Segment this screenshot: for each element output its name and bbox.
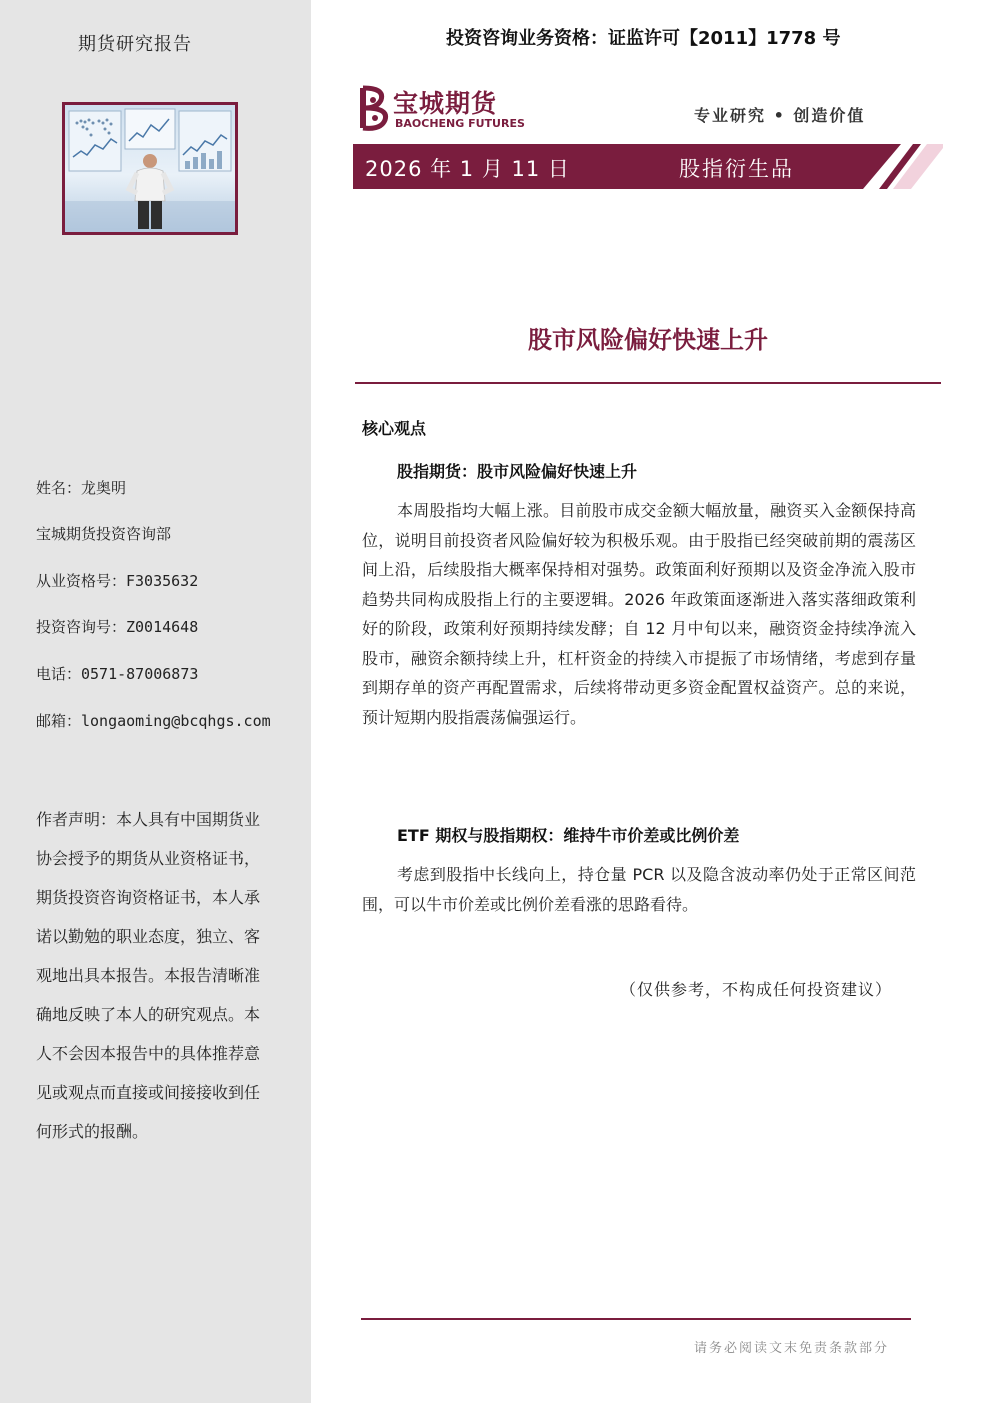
hero-illustration bbox=[62, 102, 238, 235]
report-title: 股市风险偏好快速上升 bbox=[528, 326, 768, 354]
title-divider bbox=[355, 382, 941, 384]
author-name: 姓名：龙奥明 bbox=[36, 479, 127, 497]
core-view-heading: 核心观点 bbox=[362, 419, 427, 438]
company-logo bbox=[355, 84, 525, 132]
email: 邮箱：longaoming@bcqhgs.com bbox=[36, 712, 271, 730]
license-line: 投资咨询业务资格：证监许可【2011】1778 号 bbox=[446, 28, 841, 49]
phone: 电话：0571-87006873 bbox=[36, 665, 199, 683]
author-declaration: 作者声明：本人具有中国期货业协会授予的期货从业资格证书，期货投资咨询资格证书，本人承诺以勤勉的职业态度，独立、客观地出具本报告。本报告清晰准确地反映了本人的研究观点。本人不会因本报告中的具体推荐意见或观点而直接或间接接收到任何形式的报酬。 bbox=[36, 810, 261, 1141]
report-date: 2026 年 1 月 11 日 bbox=[365, 157, 570, 181]
date-category-banner bbox=[353, 144, 943, 189]
section-body-index-futures: 本周股指均大幅上涨。目前股市成交金额大幅放量，融资买入金额保持高位，说明目前投资者风险偏好较为积极乐观。由于股指已经突破前期的震荡区间上沿，后续股指大概率保持相对强势。政策面利好预期以及资金净流入股市趋势共同构成股指上行的主要逻辑。2026 年政策面逐渐进入落实落细政策利好的阶段，政策利好预期持续发酵；自 12 月中旬以来，融资资金持续净流入股市，融资余额持续上升，杠杆资金的持续入市提振了市场情绪，考虑到存量到期存单的资产再配置需求，后续将带动更多资金配置权益资产。总的来说，预计短期内股指震荡偏强运行。 bbox=[362, 501, 916, 727]
logo-mark-icon bbox=[355, 84, 391, 132]
footer-note: 请务必阅读文末免责条款部分 bbox=[694, 1341, 890, 1356]
footer-divider bbox=[361, 1318, 911, 1320]
section-heading-index-futures: 股指期货：股市风险偏好快速上升 bbox=[397, 462, 638, 481]
logo-chinese-name: 宝城期货 bbox=[393, 89, 498, 118]
report-type-title: 期货研究报告 bbox=[78, 34, 192, 55]
analyst-screens-illustration bbox=[65, 105, 235, 232]
investment-disclaimer: （仅供参考，不构成任何投资建议） bbox=[620, 980, 893, 999]
department: 宝城期货投资咨询部 bbox=[36, 525, 172, 543]
consulting-number: 投资咨询号：Z0014648 bbox=[36, 618, 199, 636]
qualification-number: 从业资格号：F3035632 bbox=[36, 572, 199, 590]
slogan: 专业研究 • 创造价值 bbox=[694, 106, 866, 125]
section-heading-options: ETF 期权与股指期权：维持牛市价差或比例价差 bbox=[397, 826, 740, 845]
section-body-options: 考虑到股指中长线向上，持仓量 PCR 以及隐含波动率仍处于正常区间范围，可以牛市价差或比例价差看涨的思路看待。 bbox=[362, 865, 916, 914]
logo-english-name: BAOCHENG FUTURES bbox=[395, 117, 525, 130]
report-category: 股指衍生品 bbox=[679, 157, 794, 181]
sidebar bbox=[0, 0, 311, 1403]
